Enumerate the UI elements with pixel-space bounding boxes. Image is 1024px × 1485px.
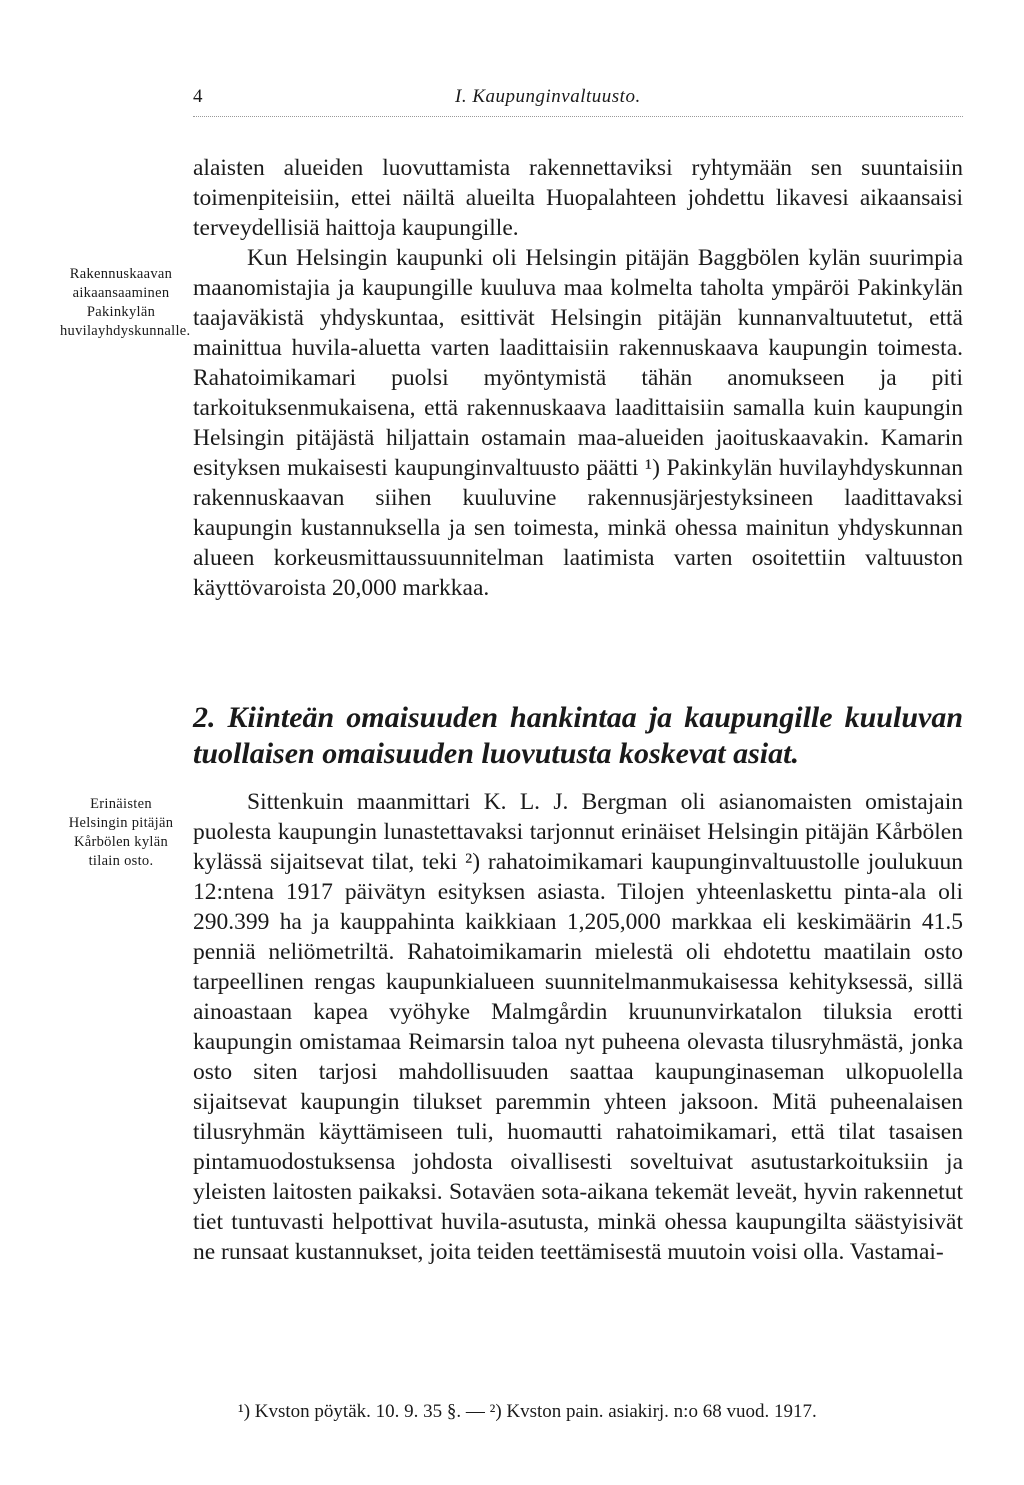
paragraph: Kun Helsingin kaupunki oli Helsingin pitäjän Baggbölen kylän suurimpia maanomistajia ja kaupungille kuuluva maa kolmelta taholta ympäröi Pakinkylän taajaväkistä yhdyskuntaa, esittivät Helsingin pitäjän kunnanvaltuutetut, että mainittua huvila-aluetta varten laadittaisiin rakennuskaava kaupungin toimesta. Rahatoimikamari puolsi myöntymistä tähän anomukseen ja piti tarkoituksenmukaisena, että rakennuskaava laadittaisiin samalla kuin kaupungin Helsingin pitäjästä hiljattain ostamain maa-alueiden jaoituskaavakin. Kamarin esityksen mukaisesti kaupunginvaltuusto päätti ¹) Pakinkylän huvilayhdyskunnan rakennuskaavan siihen kuuluvine rakennusjärjestyksineen laadittavaksi kaupungin kustannuksella ja sen toimesta, minkä ohessa mainitun yhdyskunnan alueen korkeusmittaussuunnitelman laatimista varten osoitettiin valtuuston käyttövaroista 20,000 markkaa. bbox=[193, 245, 963, 601]
page-number: 4 bbox=[193, 86, 203, 107]
margin-note-property-purchase: Erinäisten Helsingin pitäjän Kårbölen kylän tilain osto. bbox=[68, 796, 174, 869]
section-heading: 2. Kiinteän omaisuuden hankintaa ja kaupungille kuuluvan tuollaisen omaisuuden luovutusta koskevat asiat. bbox=[193, 701, 963, 770]
text-block-2 bbox=[193, 787, 963, 1267]
paragraph: Sittenkuin maanmittari K. L. J. Bergman oli asianomaisten omistajain puolesta kaupungin lunastettavaksi tarjonnut erinäiset Helsingin pitäjän Kårbölen kylässä sijaitsevat tilat, teki ²) rahatoimikamari kaupunginvaltuustolle joulukuun 12:ntena 1917 päivätyn esityksen asiasta. Tilojen yhteenlaskettu pinta-ala oli 290.399 ha ja kauppahinta kaikkiaan 1,205,000 markkaa eli keskimäärin 41.5 penniä neliömetriltä. Rahatoimikamarin mielestä oli ehdotettu maatilain osto tarpeellinen rengas kaupunkialueen suunnitelmanmukaisessa kehityksessä, sillä ainoastaan kapea vyöhyke Malmgårdin kruununvirkatalon tiluksia erotti kaupungin omistamaa Reimarsin taloa nyt puheena olevasta tilusryhmästä, jonka osto siten tarjosi mahdollisuuden saattaa kaupunginaseman ulkopuolella sijaitsevat kaupungin tilukset paremmin yhteen jaksoon. Mitä puheenalaisen tilusryhmän käyttämiseen tuli, huomautti rahatoimikamari, että tilat tasaisen pintamuodostuksensa johdosta oivallisesti soveltuivat asutustarkoituksiin ja yleisten laitosten paikaksi. Sotaväen sota-aikana tekemät leveät, hyvin rakennetut tiet tuntuvasti helpottivat huvila-asutusta, minkä ohessa kaupungilta säästyisivät ne runsaat kustannukset, joita teiden teettämisestä muutoin voisi olla. Vastamai- bbox=[193, 789, 963, 1265]
running-title: I. Kaupunginvaltuusto. bbox=[455, 86, 641, 107]
paragraph: alaisten alueiden luovuttamista rakennettaviksi ryhtymään sen suuntaisiin toimenpiteisiin, ettei näiltä alueilta Huopalahteen johdettu likavesi aikaansaisi terveydellisiä haittoja kaupungille. bbox=[193, 155, 963, 241]
text-block-1 bbox=[193, 153, 963, 603]
margin-note-building-plan: Rakennuskaavan aikaansaaminen Pakinkylän huvilayhdyskunnalle. bbox=[60, 266, 191, 339]
footnotes: ¹) Kvston pöytäk. 10. 9. 35 §. — ²) Kvston pain. asiakirj. n:o 68 vuod. 1917. bbox=[238, 1401, 817, 1422]
header-divider bbox=[193, 116, 963, 117]
page-header bbox=[193, 86, 963, 120]
